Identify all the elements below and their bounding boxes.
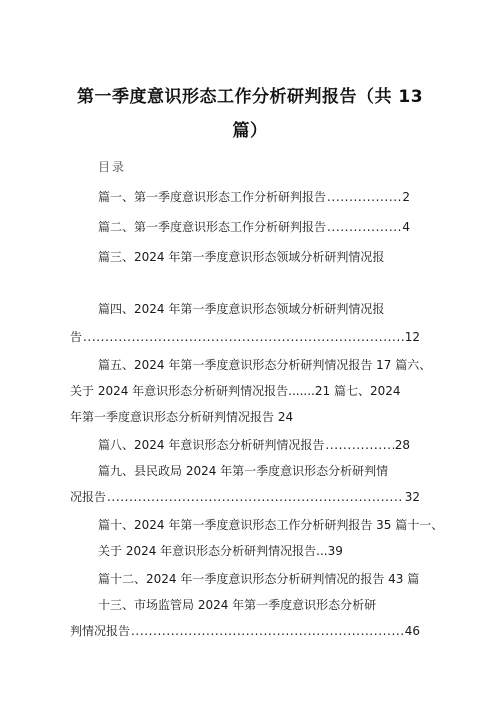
toc-entry-title: 篇九、县民政局 2024 年第一季度意识形态分析研判情	[98, 464, 389, 478]
toc-page-number: 46	[404, 624, 420, 638]
toc-entry-10[interactable]	[98, 518, 443, 532]
toc-page-number: 2	[402, 190, 410, 204]
toc-entry-title: 篇一、第一季度意识形态工作分析研判报告	[98, 190, 327, 204]
toc-entry-title: 篇三、2024 年第一季度意识形态领域分析研判情况报	[98, 250, 385, 264]
toc-entry-title: 篇八、2024 年意识形态分析研判情况报告	[98, 438, 325, 452]
toc-entry-title: 告	[70, 330, 83, 344]
toc-entry-4[interactable]	[98, 302, 384, 316]
toc-entry-title: 关于 2024 年意识形态分析研判情况报告.......21 篇七、2024	[70, 384, 401, 398]
toc-entry-5[interactable]	[98, 358, 431, 372]
toc-entry-7[interactable]	[70, 410, 293, 424]
toc-leader-dots	[107, 490, 404, 504]
toc-entry-8[interactable]	[98, 438, 410, 452]
toc-leader-dots	[327, 220, 401, 234]
toc-entry-title: 篇十二、2024 年一季度意识形态分析研判情况的报告 43 篇	[98, 572, 420, 586]
toc-entry-title: 年第一季度意识形态分析研判情况报告 24	[70, 410, 294, 424]
toc-leader-dots	[325, 438, 393, 452]
toc-entry-1[interactable]	[98, 190, 410, 204]
toc-entry-title: 关于 2024 年意识形态分析研判情况报告...39	[98, 544, 343, 558]
toc-entry-title: 篇四、2024 年第一季度意识形态领域分析研判情况报	[98, 302, 385, 316]
toc-leader-dots	[83, 330, 404, 344]
document-title-line1: 第一季度意识形态工作分析研判报告（共 13	[76, 87, 424, 107]
toc-entry-13[interactable]	[98, 598, 376, 612]
toc-entry-3[interactable]	[98, 250, 384, 264]
toc-page-number: 4	[402, 220, 410, 234]
toc-page-number: 28	[394, 438, 410, 452]
toc-entry-4-cont[interactable]	[70, 330, 420, 344]
toc-entry-title: 篇五、2024 年第一季度意识形态分析研判情况报告 17 篇六、	[98, 358, 432, 372]
toc-entry-title: 篇十、2024 年第一季度意识形态工作分析研判报告 35 篇十一、	[98, 518, 444, 532]
toc-heading: 目录	[98, 160, 127, 174]
toc-entry-11[interactable]	[98, 544, 343, 558]
toc-entry-9[interactable]	[98, 464, 388, 478]
toc-entry-title: 十三、市场监管局 2024 年第一季度意识形态分析研	[98, 598, 377, 612]
toc-leader-dots	[327, 190, 401, 204]
toc-entry-title: 篇二、第一季度意识形态工作分析研判报告	[98, 220, 327, 234]
toc-entry-6[interactable]	[70, 384, 401, 398]
toc-page-number: 32	[404, 490, 420, 504]
toc-page-number: 12	[404, 330, 420, 344]
document-title-line2: 篇）	[232, 121, 268, 141]
toc-entry-13-cont[interactable]	[70, 624, 420, 638]
toc-leader-dots	[131, 624, 404, 638]
toc-entry-title: 况报告	[70, 490, 107, 504]
toc-entry-9-cont[interactable]	[70, 490, 420, 504]
toc-entry-2[interactable]	[98, 220, 410, 234]
toc-entry-12[interactable]	[98, 572, 419, 586]
toc-entry-title: 判情况报告	[70, 624, 131, 638]
